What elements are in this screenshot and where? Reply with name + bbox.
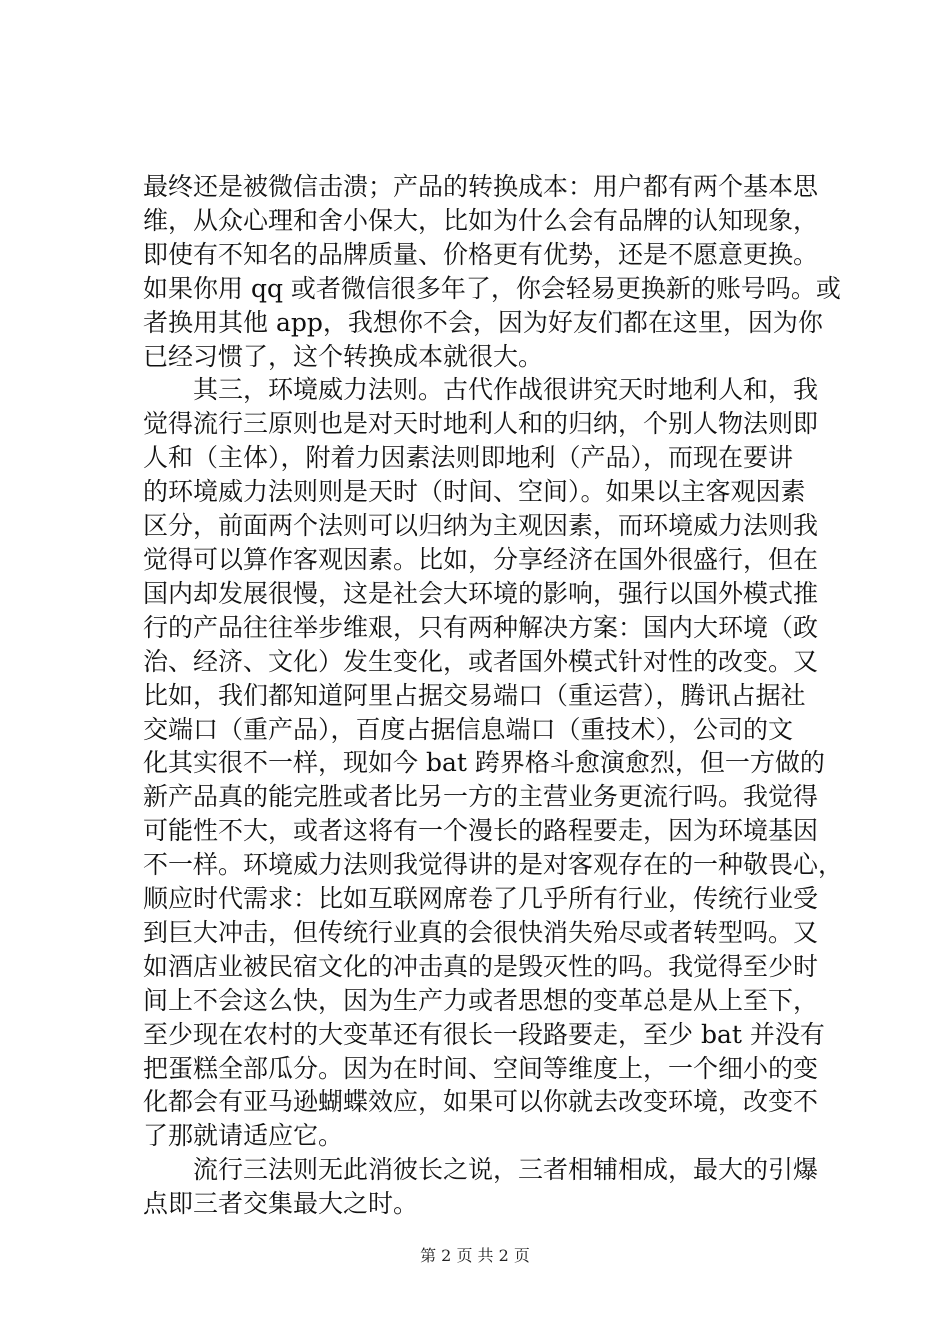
text-line: 间上不会这么快，因为生产力或者思想的变革总是从上至下， — [143, 985, 819, 1015]
text-line: 觉得可以算作客观因素。比如，分享经济在国外很盛行，但在 — [143, 544, 819, 574]
page-number-footer: 第 2 页 共 2 页 — [420, 1246, 530, 1265]
text-line: 人和（主体），附着力因素法则即地利（产品），而现在要讲 — [143, 443, 794, 473]
text-line: 已经习惯了，这个转换成本就很大。 — [143, 341, 544, 371]
text-line: 即使有不知名的品牌质量、价格更有优势，还是不愿意更换。 — [143, 239, 819, 269]
text-line: 治、经济、文化）发生变化，或者国外模式针对性的改变。又 — [143, 646, 819, 676]
text-line: 新产品真的能完胜或者比另一方的主营业务更流行吗。我觉得 — [143, 782, 819, 812]
text-line: 到巨大冲击，但传统行业真的会很快消失殆尽或者转型吗。又 — [143, 917, 819, 947]
paragraph-first-line: 其三，环境威力法则。古代作战很讲究天时地利人和，我 — [193, 375, 819, 405]
text-line: 点即三者交集最大之时。 — [143, 1189, 419, 1219]
text-line: 最终还是被微信击溃；产品的转换成本：用户都有两个基本思 — [143, 172, 819, 201]
text-line: 至少现在农村的大变革还有很长一段路要走，至少 bat 并没有 — [143, 1019, 825, 1049]
text-line: 维，从众心理和舍小保大，比如为什么会有品牌的认知现象， — [143, 205, 819, 235]
text-line: 化其实很不一样，现如今 bat 跨界格斗愈演愈烈，但一方做的 — [143, 748, 825, 778]
text-line: 可能性不大，或者这将有一个漫长的路程要走，因为环境基因 — [143, 816, 819, 846]
text-line: 的环境威力法则则是天时（时间、空间）。如果以主客观因素 — [143, 477, 806, 507]
text-line: 把蛋糕全部瓜分。因为在时间、空间等维度上，一个细小的变 — [143, 1053, 819, 1083]
text-line: 如酒店业被民宿文化的冲击真的是毁灭性的吗。我觉得至少时 — [143, 951, 819, 981]
text-line: 区分，前面两个法则可以归纳为主观因素，而环境威力法则我 — [143, 511, 819, 541]
text-line: 顺应时代需求：比如互联网席卷了几乎所有行业，传统行业受 — [143, 884, 819, 914]
text-line: 化都会有亚马逊蝴蝶效应，如果可以你就去改变环境，改变不 — [143, 1087, 819, 1117]
text-line: 不一样。环境威力法则我觉得讲的是对客观存在的一种敬畏心， — [143, 850, 844, 880]
text-line: 觉得流行三原则也是对天时地利人和的归纳，个别人物法则即 — [143, 409, 819, 439]
text-line: 如果你用 qq 或者微信很多年了，你会轻易更换新的账号吗。或 — [143, 273, 841, 303]
text-line: 了那就请适应它。 — [143, 1121, 344, 1151]
paragraph-first-line: 流行三法则无此消彼长之说，三者相辅相成，最大的引爆 — [193, 1155, 819, 1185]
text-line: 比如，我们都知道阿里占据交易端口（重运营），腾讯占据社 — [143, 680, 806, 710]
text-line: 国内却发展很慢，这是社会大环境的影响，强行以国外模式推 — [143, 578, 819, 608]
text-line: 行的产品往往举步维艰，只有两种解决方案：国内大环境（政 — [143, 612, 819, 642]
text-line: 者换用其他 app，我想你不会，因为好友们都在这里，因为你 — [143, 307, 823, 337]
text-line: 交端口（重产品），百度占据信息端口（重技术），公司的文 — [143, 714, 794, 744]
body-text — [143, 170, 843, 1221]
